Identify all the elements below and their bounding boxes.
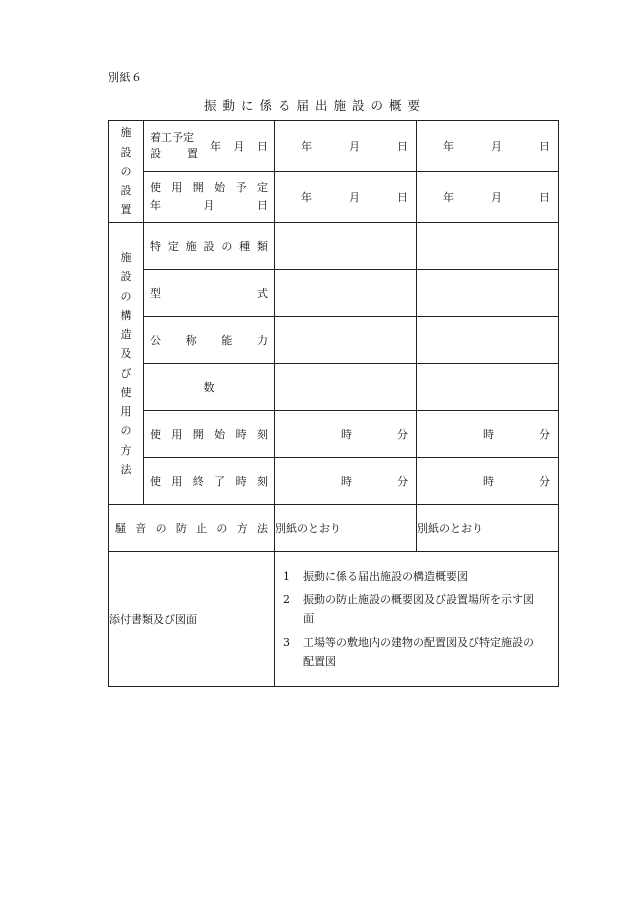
table-row <box>109 411 559 458</box>
structure-group-label: 施 設 の 構 造 及 び 使 用 の 方 法 <box>109 223 144 505</box>
construction-start-date-field-2[interactable]: 年 月 日 <box>417 121 559 172</box>
use-start-scheduled-label: 使 用 開 始 予 定 年 月 日 <box>144 172 275 223</box>
use-end-time-label: 使 用 終 了 時 刻 <box>144 458 275 505</box>
table-row <box>109 270 559 317</box>
table-row <box>109 121 559 172</box>
quantity-label: 数 <box>144 364 275 411</box>
table-row <box>109 364 559 411</box>
table-row <box>109 223 559 270</box>
model-label: 型 式 <box>144 270 275 317</box>
facility-type-field-2[interactable] <box>417 223 559 270</box>
use-start-time-field-1[interactable]: 時 分 <box>275 411 417 458</box>
model-field-2[interactable] <box>417 270 559 317</box>
construction-start-label: 着工予定 設 置 年 月 日 <box>144 121 275 172</box>
attachments-list <box>275 552 559 687</box>
facility-type-field-1[interactable] <box>275 223 417 270</box>
nominal-capacity-label: 公 称 能 力 <box>144 317 275 364</box>
list-item: 2 振動の防止施設の概要図及び設置場所を示す図 面 <box>283 593 534 626</box>
table-row <box>109 172 559 223</box>
use-start-date-field-2[interactable]: 年 月 日 <box>417 172 559 223</box>
attachment-label: 別紙６ <box>108 71 143 84</box>
use-start-date-field-1[interactable]: 年 月 日 <box>275 172 417 223</box>
table-row <box>109 317 559 364</box>
list-item: 1 振動に係る届出施設の構造概要図 <box>283 569 468 583</box>
nominal-capacity-field-1[interactable] <box>275 317 417 364</box>
noise-prevention-label: 騒 音 の 防 止 の 方 法 <box>109 505 275 552</box>
table-row <box>109 505 559 552</box>
table-row <box>109 552 559 687</box>
construction-start-date-field-1[interactable]: 年 月 日 <box>275 121 417 172</box>
noise-prevention-field-2[interactable]: 別紙のとおり <box>417 505 559 552</box>
quantity-field-2[interactable] <box>417 364 559 411</box>
facility-summary-table <box>108 120 559 687</box>
use-end-time-field-2[interactable]: 時 分 <box>417 458 559 505</box>
attachments-label: 添付書類及び図面 <box>109 552 275 687</box>
nominal-capacity-field-2[interactable] <box>417 317 559 364</box>
use-end-time-field-1[interactable]: 時 分 <box>275 458 417 505</box>
quantity-field-1[interactable] <box>275 364 417 411</box>
installation-group-label: 施 設 の 設 置 <box>109 121 144 223</box>
noise-prevention-field-1[interactable]: 別紙のとおり <box>275 505 417 552</box>
table-row <box>109 458 559 505</box>
facility-type-label: 特 定 施 設 の 種 類 <box>144 223 275 270</box>
document-title: 振動に係る届出施設の概要 <box>203 98 426 113</box>
use-start-time-label: 使 用 開 始 時 刻 <box>144 411 275 458</box>
use-start-time-field-2[interactable]: 時 分 <box>417 411 559 458</box>
list-item: 3 工場等の敷地内の建物の配置図及び特定施設の 配置図 <box>283 635 534 668</box>
model-field-1[interactable] <box>275 270 417 317</box>
